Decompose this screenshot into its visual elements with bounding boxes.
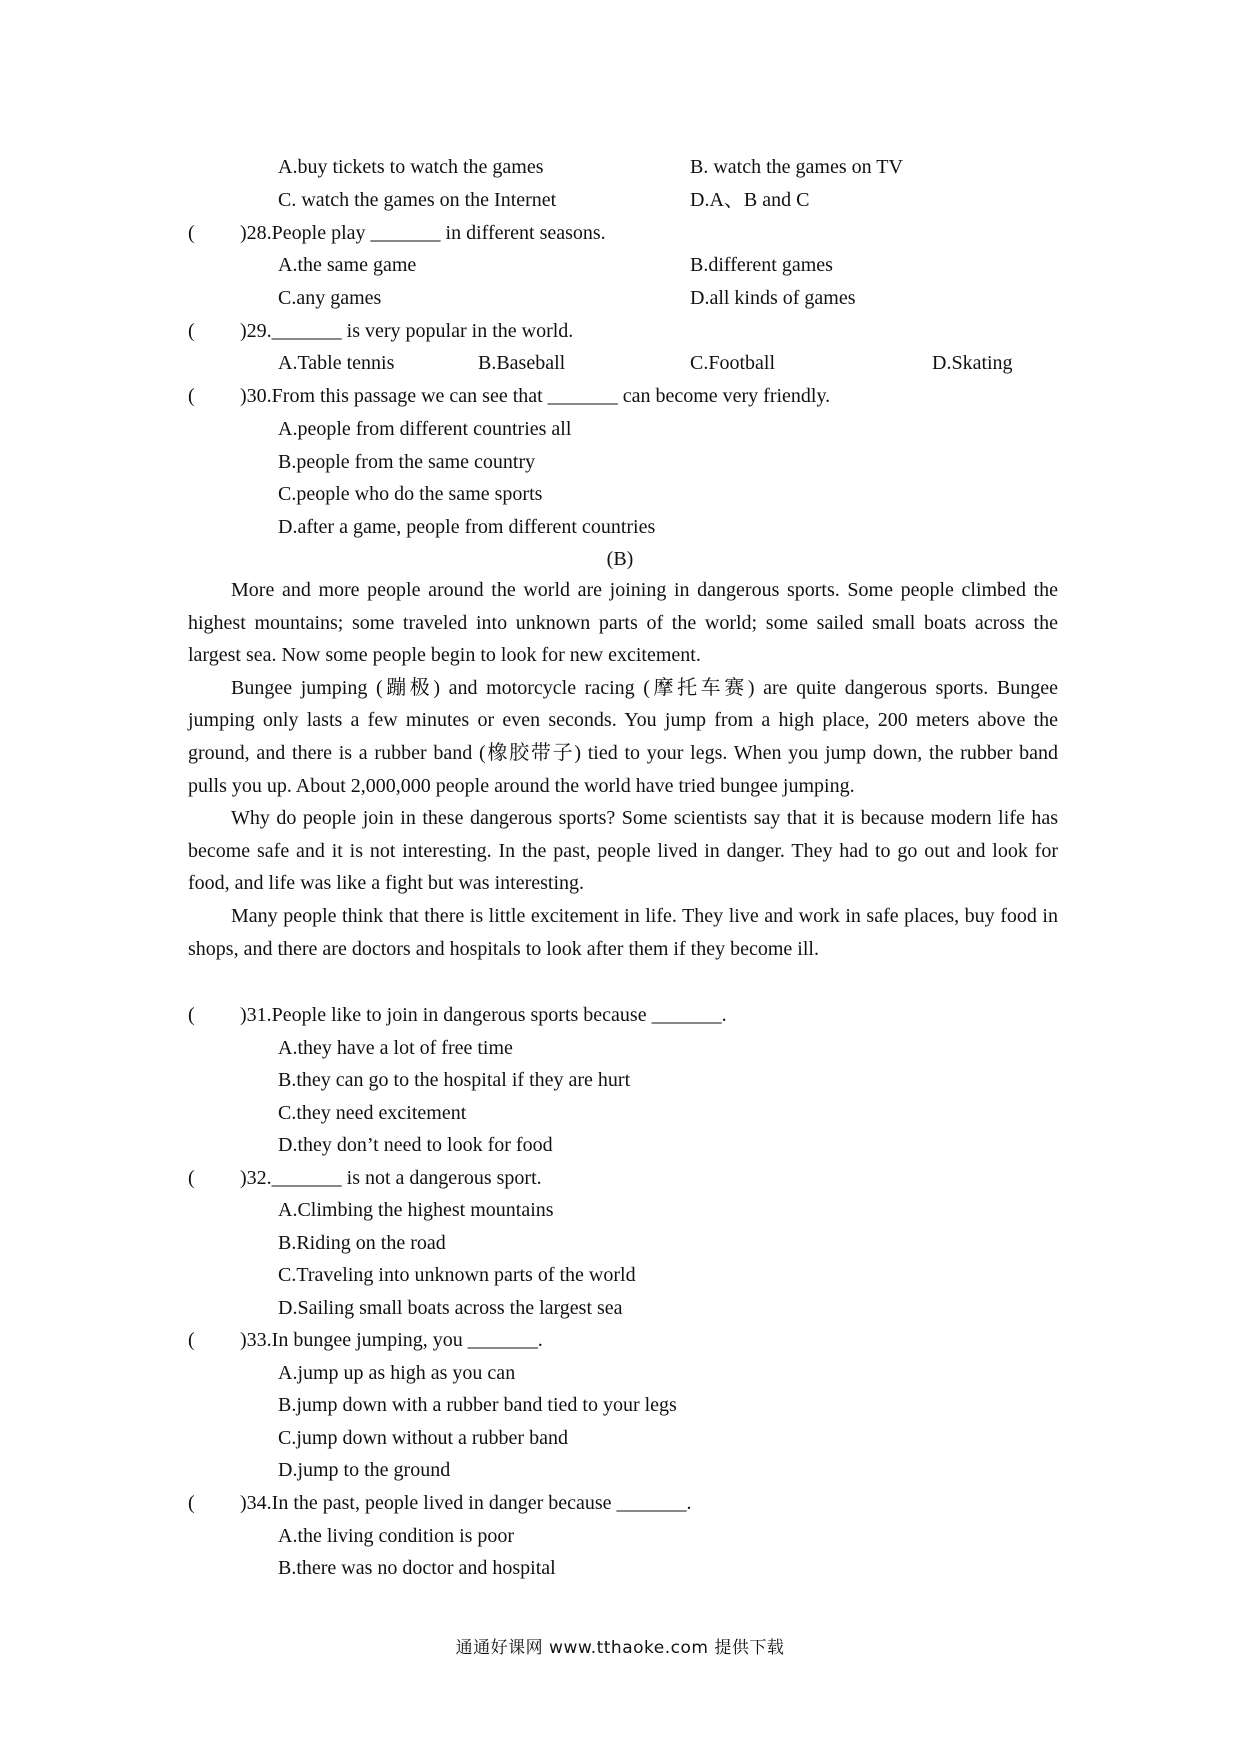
q30-stem: )30.From this passage we can see that _______ can become very friendly.: [240, 385, 831, 407]
q29-option-b: B.Baseball: [478, 352, 566, 374]
q31-option-b: B.they can go to the hospital if they are hurt: [278, 1069, 631, 1091]
q33-stem: )33.In bungee jumping, you _______.: [240, 1329, 543, 1351]
q31-option-d: D.they don’t need to look for food: [278, 1134, 553, 1156]
q32-option-c: C.Traveling into unknown parts of the world: [278, 1264, 636, 1286]
passage-paragraph-3: Why do people join in these dangerous sports? Some scientists say that it is because modern life has become safe and it is not interesting. In the past, people lived in danger. They had to go out and look for food, and life was like a fight but was interesting.: [188, 807, 1058, 895]
q34-stem: )34.In the past, people lived in danger because _______.: [240, 1492, 692, 1514]
q32-option-d: D.Sailing small boats across the largest sea: [278, 1297, 623, 1319]
q34-option-a: A.the living condition is poor: [278, 1525, 515, 1547]
q28-option-c: C.any games: [278, 287, 382, 309]
q27-option-c: C. watch the games on the Internet: [278, 189, 557, 211]
q31-answer-blank: (: [188, 1004, 195, 1026]
q33-answer-blank: (: [188, 1329, 195, 1351]
q29-stem: )29._______ is very popular in the world.: [240, 320, 574, 342]
section-b-title: (B): [606, 548, 634, 570]
passage-b: [188, 574, 1058, 965]
q33-option-c: C.jump down without a rubber band: [278, 1427, 568, 1449]
q30-option-d: D.after a game, people from different countries: [278, 516, 656, 538]
q27-option-d: D.A、B and C: [690, 189, 810, 211]
q32-stem: )32._______ is not a dangerous sport.: [240, 1167, 542, 1189]
q34-option-b: B.there was no doctor and hospital: [278, 1557, 556, 1579]
q32-option-b: B.Riding on the road: [278, 1232, 446, 1254]
q30-answer-blank: (: [188, 385, 195, 407]
q28-answer-blank: (: [188, 222, 195, 244]
q28-stem: )28.People play _______ in different seasons.: [240, 222, 606, 244]
q28-option-a: A.the same game: [278, 254, 417, 276]
q29-option-d: D.Skating: [932, 352, 1013, 374]
q29-option-c: C.Football: [690, 352, 776, 374]
q32-option-a: A.Climbing the highest mountains: [278, 1199, 554, 1221]
q28-option-d: D.all kinds of games: [690, 287, 856, 309]
q31-option-a: A.they have a lot of free time: [278, 1037, 513, 1059]
q34-answer-blank: (: [188, 1492, 195, 1514]
q27-option-a: A.buy tickets to watch the games: [278, 156, 544, 178]
q30-option-b: B.people from the same country: [278, 451, 536, 473]
q32-answer-blank: (: [188, 1167, 195, 1189]
page-footer: 通通好课网 www.tthaoke.com 提供下载: [455, 1638, 785, 1658]
q33-option-d: D.jump to the ground: [278, 1459, 451, 1481]
q29-answer-blank: (: [188, 320, 195, 342]
q31-option-c: C.they need excitement: [278, 1102, 467, 1124]
q27-option-b: B. watch the games on TV: [690, 156, 903, 178]
q33-option-b: B.jump down with a rubber band tied to your legs: [278, 1394, 677, 1416]
passage-paragraph-1: More and more people around the world are joining in dangerous sports. Some people climbed the highest mountains; some traveled into unknown parts of the world; some sailed small boats across the largest sea. Now some people begin to look for new excitement.: [188, 579, 1058, 667]
q33-option-a: A.jump up as high as you can: [278, 1362, 516, 1384]
passage-paragraph-4: Many people think that there is little excitement in life. They live and work in safe places, buy food in shops, and there are doctors and hospitals to look after them if they become ill.: [188, 904, 1058, 960]
q30-option-a: A.people from different countries all: [278, 418, 572, 440]
q29-option-a: A.Table tennis: [278, 352, 395, 374]
q30-option-c: C.people who do the same sports: [278, 483, 543, 505]
q31-stem: )31.People like to join in dangerous sports because _______.: [240, 1004, 727, 1026]
passage-paragraph-2: Bungee jumping (蹦极) and motorcycle racing (摩托车赛) are quite dangerous sports. Bungee jumping only lasts a few minutes or even seconds. You jump from a high place, 200 meters above the ground, and there is a rubber band (橡胶带子) tied to your legs. When you jump down, the rubber band pulls you up. About 2,000,000 people around the world have tried bungee jumping.: [188, 676, 1058, 797]
q28-option-b: B.different games: [690, 254, 833, 276]
